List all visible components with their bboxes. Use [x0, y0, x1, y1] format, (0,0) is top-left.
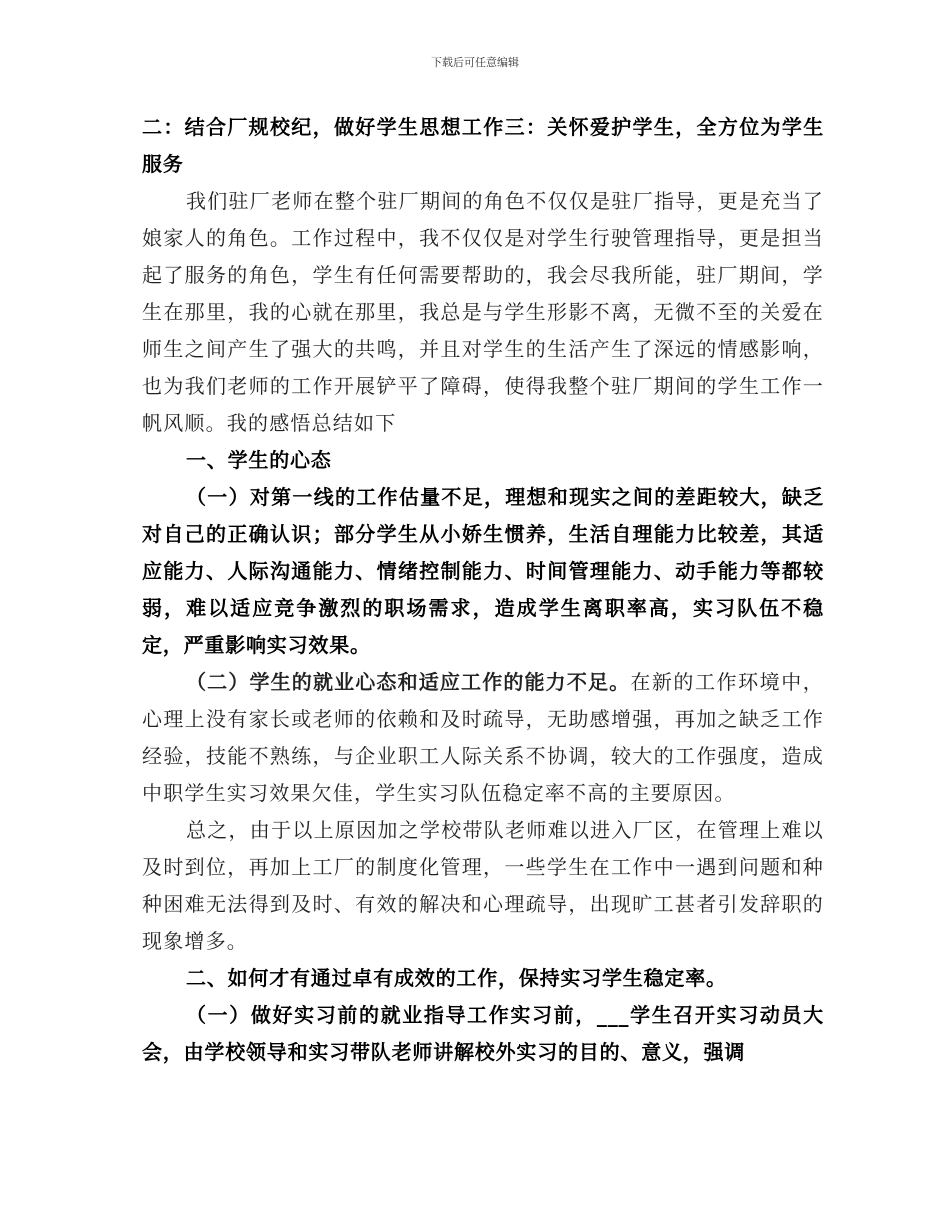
paragraph-lead: （二）学生的就业心态和适应工作的能力不足。: [186, 670, 631, 694]
body-paragraph: 我们驻厂老师在整个驻厂期间的角色不仅仅是驻厂指导，更是充当了娘家人的角色。工作过程中，我不仅仅是对学生行驶管理指导，更是担当起了服务的角色，学生有任何需要帮助的，我会尽我所能，驻厂期间，学生在那里，我的心就在那里，我总是与学生形影不离，无微不至的关爱在师生之间产生了强大的共鸣，并且对学生的生活产生了深远的情感影响，也为我们老师的工作开展铲平了障碍，使得我整个驻厂期间的学生工作一帆风顺。我的感悟总结如下: [142, 189, 824, 435]
body-paragraph: 总之，由于以上原因加之学校带队老师难以进入厂区，在管理上难以及时到位，再加上工厂的制度化管理，一些学生在工作中一遇到问题和种种困难无法得到及时、有效的解决和心理疏导，出现旷工甚者引发辞职的现象增多。: [142, 818, 824, 953]
subheading: 二、如何才有通过卓有成效的工作，保持实习学生稳定率。: [186, 966, 727, 990]
mixed-paragraph: [142, 664, 824, 812]
bold-paragraph: （一）做好实习前的就业指导工作实习前，___学生召开实习动员大会，由学校领导和实习带队老师讲解校外实习的目的、意义，强调: [142, 1003, 824, 1064]
section-heading: 二：结合厂规校纪，做好学生思想工作三：关怀爱护学生，全方位为学生服务: [142, 115, 824, 176]
bold-paragraph: （一）对第一线的工作估量不足，理想和现实之间的差距较大，缺乏对自己的正确认识；部分学生从小娇生惯养，生活自理能力比较差，其适应能力、人际沟通能力、情绪控制能力、时间管理能力、动手能力等都较弱，难以适应竞争激烈的职场需求，造成学生离职率高，实习队伍不稳定，严重影响实习效果。: [142, 485, 824, 657]
page-header: 下载后可任意编辑: [431, 56, 519, 69]
paragraph-rest: 在新的工作环境中，心理上没有家长或老师的依赖和及时疏导，无助感增强，再加之缺乏工作经验，技能不熟练，与企业职工人际关系不协调，较大的工作强度，造成中职学生实习效果欠佳，学生实习队伍稳定率不高的主要原因。: [142, 670, 824, 805]
subheading: 一、学生的心态: [186, 448, 332, 472]
document-body: [142, 109, 824, 1071]
